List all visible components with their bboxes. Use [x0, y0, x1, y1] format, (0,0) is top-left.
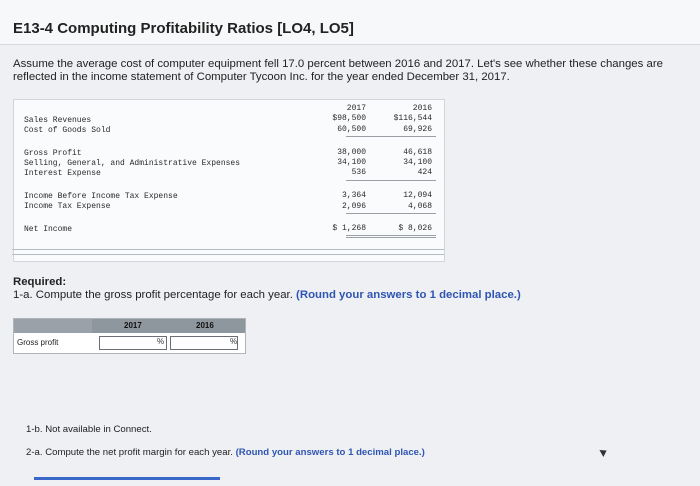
intro-text: Assume the average cost of computer equipment fell 17.0 percent between 2016 and 2017. Let's see whether these changes are reflected in the income statement of Computer Tycoon Inc. for the year ended December 31, 2017. — [13, 58, 663, 83]
cogs-2017: 60,500 — [337, 125, 366, 134]
row-label-net-income: Net Income — [24, 225, 73, 234]
table-col-2017: 2017 — [124, 321, 142, 330]
sales-2017: $98,500 — [332, 114, 366, 123]
problem-title: E13-4 Computing Profitability Ratios [LO4, LO5] — [13, 20, 354, 37]
question-1a-hint: (Round your answers to 1 decimal place.) — [296, 289, 521, 301]
pretax-income-2017: 3,364 — [341, 191, 366, 200]
question-1a: 1-a. Compute the gross profit percentage for each year. — [13, 289, 293, 301]
table-header-fill — [92, 319, 245, 333]
question-1b: 1-b. Not available in Connect. — [26, 424, 152, 435]
title-bar — [0, 0, 700, 45]
rule-line — [346, 136, 436, 137]
sga-2017: 34,100 — [337, 158, 366, 167]
row-label-cogs: Cost of Goods Sold — [24, 126, 111, 135]
table-col-2016: 2016 — [196, 321, 214, 330]
row-label-interest: Interest Expense — [24, 169, 101, 178]
cogs-2016: 69,926 — [403, 125, 432, 134]
row-label-tax: Income Tax Expense — [24, 202, 111, 211]
col-header-2017: 2017 — [346, 104, 366, 113]
question-2a-hint: (Round your answers to 1 decimal place.) — [235, 447, 425, 458]
tax-2016: 4,068 — [407, 202, 432, 211]
gross-profit-label: Gross profit — [17, 338, 59, 347]
sales-2016: $116,544 — [393, 114, 432, 123]
gross-profit-2016-input[interactable] — [170, 336, 238, 350]
net-income-2017: $ 1,268 — [332, 224, 366, 233]
income-statement — [13, 99, 445, 262]
rule-line — [346, 237, 436, 238]
mouse-cursor-icon — [599, 447, 608, 457]
question-2a-text: 2-a. Compute the net profit margin for each year. — [26, 447, 233, 458]
gross-profit-table — [13, 318, 246, 354]
percent-sign-2017: % — [157, 337, 165, 346]
answer-input-underline[interactable] — [34, 477, 220, 480]
percent-sign-2016: % — [230, 337, 238, 346]
row-label-sga: Selling, General, and Administrative Expenses — [24, 159, 241, 168]
rule-line — [346, 235, 436, 236]
row-label-gross-profit: Gross Profit — [24, 149, 82, 158]
row-label-sales: Sales Revenues — [24, 116, 92, 125]
divider — [12, 249, 444, 255]
tax-2017: 2,096 — [341, 202, 366, 211]
gross-profit-2017: 38,000 — [337, 148, 366, 157]
rule-line — [346, 213, 436, 214]
col-header-2016: 2016 — [412, 104, 432, 113]
required-heading: Required: — [13, 276, 67, 288]
interest-2017: 536 — [351, 168, 366, 177]
question-2a — [26, 447, 425, 458]
rule-line — [346, 180, 436, 181]
interest-2016: 424 — [417, 168, 432, 177]
required-section — [13, 276, 521, 302]
sga-2016: 34,100 — [403, 158, 432, 167]
pretax-income-2016: 12,094 — [403, 191, 432, 200]
row-label-pretax-income: Income Before Income Tax Expense — [24, 192, 178, 201]
gross-profit-2016: 46,618 — [403, 148, 432, 157]
net-income-2016: $ 8,026 — [398, 224, 432, 233]
